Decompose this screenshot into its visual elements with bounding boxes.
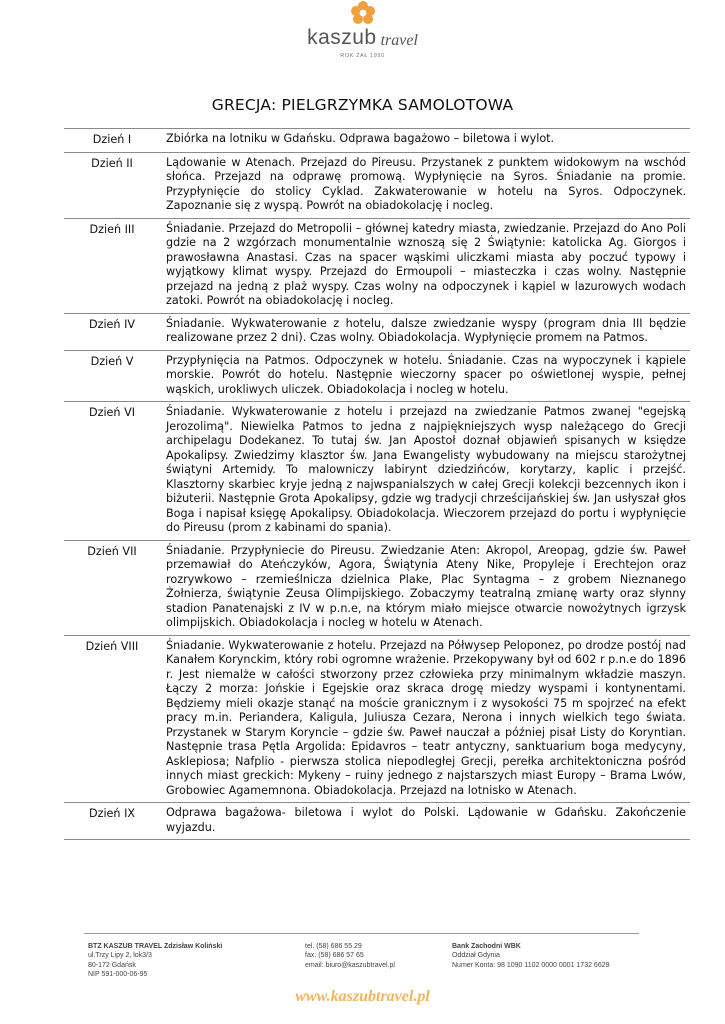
page-title: GRECJA: PIELGRZYMKA SAMOLOTOWA — [211, 96, 514, 114]
itinerary-row — [64, 152, 690, 218]
itinerary-row — [64, 635, 690, 803]
itinerary-row — [64, 402, 690, 541]
day-description: Odprawa bagażowa- biletowa i wylot do Polski. Lądowanie w Gdańsku. Zakończenie wyjazdu. — [160, 803, 690, 840]
day-description: Przypłynięcia na Patmos. Odpoczynek w hotelu. Śniadanie. Czas na wypoczynek i kąpiele morskie. Powrót do hotelu. Następnie wieczorny spacer po oświetlonej wyspie, pełnej wąskich, urokliwych uliczek. Obiadokolacja i nocleg w hotelu. — [160, 350, 690, 402]
footer-bank — [452, 942, 610, 970]
footer-line: NIP 591-000-06-95 — [88, 970, 148, 978]
itinerary-row — [64, 803, 690, 840]
brand-since: ROK ZAŁ 1990 — [340, 53, 385, 59]
itinerary-row — [64, 218, 690, 313]
itinerary-row — [64, 540, 690, 635]
footer-line: tel. (58) 686 55 29 — [305, 943, 362, 950]
day-label: Dzień IX — [64, 803, 160, 840]
day-label: Dzień IV — [64, 313, 160, 350]
footer-company — [88, 942, 222, 979]
day-label: Dzień II — [64, 152, 160, 218]
day-label: Dzień VI — [64, 402, 160, 541]
footer-line: Oddział Gdynia — [452, 952, 500, 960]
day-description: Zbiórka na lotniku w Gdańsku. Odprawa bagażowo – biletowa i wylot. — [160, 129, 690, 153]
footer-contact — [305, 942, 395, 970]
itinerary-row — [64, 350, 690, 402]
brand-script: travel — [380, 32, 418, 49]
footer-line: email: biuro@kaszubtravel.pl — [305, 961, 395, 969]
website-link[interactable]: www.kaszubtravel.pl — [295, 988, 430, 1005]
brand-name: kaszub — [307, 26, 377, 49]
day-description: Śniadanie. Przypłyniecie do Pireusu. Zwiedzanie Aten: Akropol, Areopag, gdzie św. Paweł przemawiał do Ateńczyków, Agora, Świątynia Ateny Nike, Propyleje i Erechtejon oraz rozrywkowo – rzemieślnicza dzielnica Plake, Plac Syntagma – z grobem Nieznanego Żołnierza, świątynie Zeusa Olimpijskiego. Zobaczymy teatralną zmianę warty oraz słynny stadion Panatenajski z IV w p.n.e, na którym miało miejsce otwarcie nowożytnych igrzysk olimpijskich. Obiadokolacja i nocleg w hotelu w Atenach. — [160, 540, 690, 635]
day-description: Śniadanie. Przejazd do Metropolii – głównej katedry miasta, zwiedzanie. Przejazd do Ano Poli gdzie na 2 wzgórzach monumentalnie wznoszą się 2 Świątynie: katolicka Ag. Giorgos i prawosławna Anastasi. Czas na spacer wąskimi uliczkami miasta aby poczuć typowy i wyjątkowy klimat wyspy. Przejazd do Ermoupoli – miasteczka i czas wolny. Następnie przejazd na jedną z plaż wyspy. Czas wolny na odpoczynek i kąpiel w lazurowych wodach zatoki. Powrót na obiadokolację i nocleg. — [160, 218, 690, 313]
day-description: Śniadanie. Wykwaterowanie z hotelu. Przejazd na Półwysep Peloponez, po drodze postój nad Kanałem Korynckim, który robi ogromne wrażenie. Przekopywany był od 602 r p.n.e do 1896 r. Jest niemalże w całości stworzony przez człowieka przy minimalnym wkładzie maszyn. Łączy 2 morza: Jońskie i Egejskie oraz skraca drogę miedzy wyspami i kontynentami. Będziemy mieli okazje stanąć na moście granicznym i z wysokości 75 m spojrzeć na efekt pracy m.in. Periandera, Kaligula, Juliusza Cezara, Nerona i innych wielkich tego świata. Przystanek w Starym Koryncie – gdzie św. Paweł nauczał a później pisał Listy do Koryntian. Następnie trasa Pętla Argolida: Epidavros – teatr antyczny, sanktuarium boga medycyny, Asklepiosa; Nafplio - pierwsza stolica niepodległej Grecji, perełka architektoniczna pośród innych miast greckich: Mykeny – ruiny jednego z najstarszych miast Europy – Brama Lwów, Grobowiec Agamemnona. Obiadokolacja. Przejazd na lotnisko w Atenach. — [160, 635, 690, 803]
day-label: Dzień VIII — [64, 635, 160, 803]
footer-divider — [84, 933, 639, 934]
day-label: Dzień V — [64, 350, 160, 402]
day-label: Dzień III — [64, 218, 160, 313]
itinerary-row — [64, 313, 690, 350]
footer-line: ul.Trzy Lipy 2, lok3/3 — [88, 952, 152, 960]
itinerary-row — [64, 129, 690, 153]
flower-icon — [348, 0, 378, 26]
day-label: Dzień VII — [64, 540, 160, 635]
footer-line: BTZ KASZUB TRAVEL Zdzisław Koliński — [88, 943, 223, 950]
day-description: Śniadanie. Wykwaterowanie z hotelu, dalsze zwiedzanie wyspy (program dnia III będzie realizowane przez 2 dni). Czas wolny. Obiadokolacja. Wypłynięcie promem na Patmos. — [160, 313, 690, 350]
itinerary-table — [64, 128, 690, 840]
footer-line: fax. (58) 686 57 65 — [305, 952, 364, 960]
day-label: Dzień I — [64, 129, 160, 153]
footer-line: Numer Konta: 98 1090 1102 0000 0001 1732 6629 — [452, 961, 610, 969]
footer-line: Bank Zachodni WBK — [452, 943, 521, 950]
day-description: Śniadanie. Wykwaterowanie z hotelu i przejazd na zwiedzanie Patmos zwanej "egejską Jerozolimą". Niewielka Patmos to jedna z najpiękniejszych wysp należącego do Grecji archipelagu Dodekanez. To tutaj św. Jan Apostoł doznał objawień spisanych w księdze Apokalipsy. Zwiedzimy klasztor św. Jana Ewangelisty wybudowany na miejscu starożytnej świątyni Artemidy. To malowniczy labirynt dziedzińców, korytarzy, kaplic i przejść. Klasztorny skarbiec kryje jedną z najwspanialszych w całej Grecji kolekcji bezcennych ikon i biżuterii. Następnie Grota Apokalipsy, gdzie wg tradycji chrześcijańskiej św. Jan usłyszał głos Boga i napisał księgę Apokalipsy. Obiadokolacja. Wieczorem przejazd do portu i wypłynięcie do Pireusu (prom z kabinami do spania). — [160, 402, 690, 541]
footer-line: 80-172 Gdańsk — [88, 961, 136, 969]
day-description: Lądowanie w Atenach. Przejazd do Pireusu. Przystanek z punktem widokowym na wschód słońca. Przejazd na odprawę promową. Wypłynięcie na Syros. Śniadanie na promie. Przypłynięcie do stolicy Cyklad. Zakwaterowanie w hotelu na Syros. Odpoczynek. Zapoznanie się z wyspą. Powrót na obiadokolację i nocleg. — [160, 152, 690, 218]
